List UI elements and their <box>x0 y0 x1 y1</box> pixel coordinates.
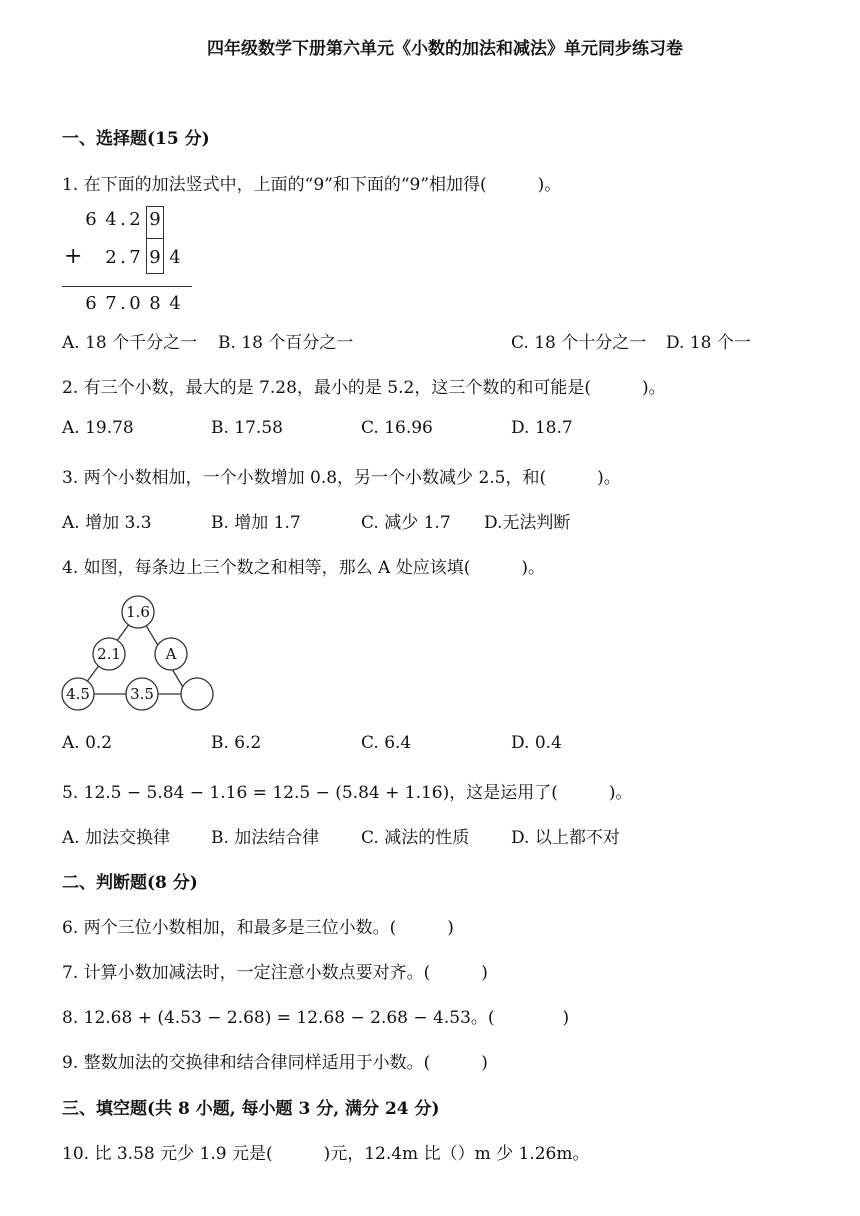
q3-option-d: D.无法判断 <box>484 513 571 533</box>
q2-option-b: B. 17.58 <box>211 418 283 438</box>
q3-option-b: B. 增加 1.7 <box>211 513 301 533</box>
q1-option-a: A. 18 个千分之一 <box>62 333 198 353</box>
q1-option-c: C. 18 个十分之一 <box>511 333 647 353</box>
question-1: 1. 在下面的加法竖式中，上面的“9”和下面的“9”相加得( )。 <box>62 175 562 195</box>
label-top: 1.6 <box>126 603 150 621</box>
label-left-mid: 2.1 <box>97 645 121 663</box>
calc-digit: 6 <box>85 209 97 230</box>
calc-digit: 4 <box>105 209 117 230</box>
question-7: 7. 计算小数加减法时，一定注意小数点要对齐。( ) <box>62 963 488 983</box>
calc-digit: . <box>120 247 126 268</box>
question-2: 2. 有三个小数，最大的是 7.28，最小的是 5.2，这三个数的和可能是( )。 <box>62 378 666 398</box>
q4-option-d: D. 0.4 <box>511 733 562 753</box>
calc-digit: 9 <box>149 209 161 230</box>
question-5: 5. 12.5 − 5.84 − 1.16 = 12.5 − (5.84 + 1.16)，这是运用了( )。 <box>62 783 633 803</box>
q3-option-a: A. 增加 3.3 <box>62 513 152 533</box>
question-8: 8. 12.68 + (4.53 − 2.68) = 12.68 − 2.68 − 4.53。( ) <box>62 1008 570 1028</box>
label-a: A <box>165 645 177 663</box>
q4-option-b: B. 6.2 <box>211 733 262 753</box>
q5-option-d: D. 以上都不对 <box>511 828 620 848</box>
q1-option-b: B. 18 个百分之一 <box>218 333 354 353</box>
question-3: 3. 两个小数相加，一个小数增加 0.8，另一个小数减少 2.5，和( )。 <box>62 468 621 488</box>
section-heading-choice: 一、选择题(15 分) <box>62 129 210 149</box>
q2-option-d: D. 18.7 <box>511 418 573 438</box>
question-10: 10. 比 3.58 元少 1.9 元是( )元，12.4m 比（）m 少 1.26m。 <box>62 1144 590 1164</box>
triangle-number-figure <box>58 594 218 714</box>
q5-option-c: C. 减法的性质 <box>361 828 470 848</box>
calc-digit: 8 <box>149 293 161 314</box>
section-heading-fill: 三、填空题(共 8 小题, 每小题 3 分, 满分 24 分) <box>62 1099 440 1119</box>
calc-digit: 4 <box>169 293 181 314</box>
calc-digit: 2 <box>105 247 117 268</box>
calc-digit: 9 <box>149 247 161 268</box>
calc-digit: 7 <box>105 293 117 314</box>
q4-option-c: C. 6.4 <box>361 733 412 753</box>
q2-option-a: A. 19.78 <box>62 418 134 438</box>
calc-digit: 2 <box>129 209 141 230</box>
q1-option-d: D. 18 个一 <box>666 333 751 353</box>
q5-option-b: B. 加法结合律 <box>211 828 320 848</box>
q2-option-c: C. 16.96 <box>361 418 433 438</box>
q4-option-a: A. 0.2 <box>62 733 113 753</box>
q5-option-a: A. 加法交换律 <box>62 828 171 848</box>
question-4: 4. 如图，每条边上三个数之和相等，那么 A 处应该填( )。 <box>62 558 545 578</box>
question-9: 9. 整数加法的交换律和结合律同样适用于小数。( ) <box>62 1053 488 1073</box>
calc-digit: 4 <box>169 247 181 268</box>
section-heading-judge: 二、判断题(8 分) <box>62 873 198 893</box>
sum-rule <box>62 286 192 287</box>
plus-sign: + <box>64 244 83 269</box>
calc-digit: 0 <box>129 293 141 314</box>
calc-digit: . <box>120 209 126 230</box>
calc-digit: 6 <box>85 293 97 314</box>
label-bottom-mid: 3.5 <box>130 685 154 703</box>
question-6: 6. 两个三位小数相加，和最多是三位小数。( ) <box>62 918 454 938</box>
vertical-addition-figure <box>62 203 202 318</box>
calc-digit: . <box>120 293 126 314</box>
circle-bottom-right <box>181 678 213 710</box>
label-bottom-left: 4.5 <box>66 685 90 703</box>
calc-digit: 7 <box>129 247 141 268</box>
page-title: 四年级数学下册第六单元《小数的加法和减法》单元同步练习卷 <box>207 39 683 59</box>
q3-option-c: C. 减少 1.7 <box>361 513 451 533</box>
